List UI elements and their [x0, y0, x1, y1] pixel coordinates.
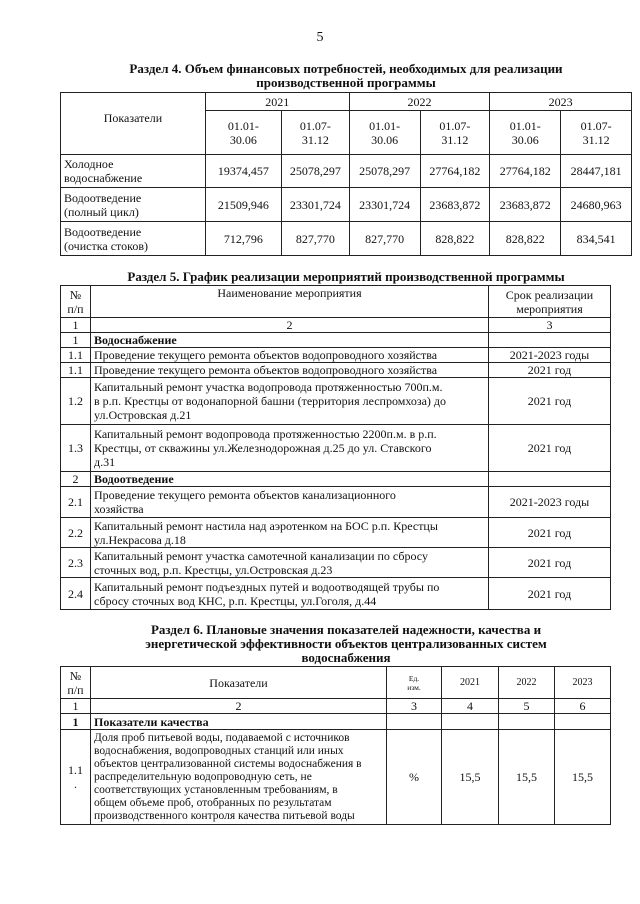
table-row [61, 155, 632, 188]
activity-name: Проведение текущего ремонта объектов канализационного хозяйства [91, 487, 489, 518]
table-row [61, 363, 611, 378]
index-cell: 2 [91, 318, 489, 333]
table-row [61, 222, 632, 256]
period-header: 01.01- 30.06 [205, 111, 281, 155]
row-num: 2 [61, 472, 91, 487]
year-2022-header: 2022 [349, 93, 490, 111]
indicators-name-header: Показатели [91, 667, 387, 699]
indicators-header: Показатели [61, 93, 206, 155]
term-cell: 2021 год [489, 578, 611, 610]
period-header: 01.01- 30.06 [490, 111, 561, 155]
year-2023-header: 2023 [490, 93, 632, 111]
table-row [61, 348, 611, 363]
finance-table [60, 92, 632, 256]
index-cell: 2 [91, 699, 387, 714]
unit-cell [387, 714, 442, 730]
activity-name: Капитальный ремонт участка водопровода протяженностью 700п.м. в р.п. Крестцы от водонапорной башни (территория леспромхоза) до ул.Островская д.21 [91, 378, 489, 425]
value-cell: 24680,963 [561, 188, 632, 222]
table-row [61, 548, 611, 578]
section4-title [60, 62, 632, 90]
index-cell: 1 [61, 699, 91, 714]
year-2022-header: 2022 [499, 667, 555, 699]
unit-header: Ед. изм. [387, 667, 442, 699]
index-row [61, 699, 611, 714]
term-cell: 2021-2023 годы [489, 348, 611, 363]
activity-name: Проведение текущего ремонта объектов водопроводного хозяйства [91, 348, 489, 363]
activity-name-header: Наименование мероприятия [91, 286, 489, 318]
year-2021-header: 2021 [205, 93, 349, 111]
value-cell [442, 714, 499, 730]
value-cell: 27764,182 [490, 155, 561, 188]
value-cell: 15,5 [499, 730, 555, 825]
section4-title-line1: Раздел 4. Объем финансовых потребностей, необходимых для реализации [129, 61, 563, 76]
indicator-description: Доля проб питьевой воды, подаваемой с источников водоснабжения, водопроводных станций или иных объектов централизованной системы водоснабжения в распределительную водопроводную сеть, не соответствующих установленным требованиям, в общем объеме проб, отобранных по результатам производственного контроля качества питьевой воды [91, 730, 387, 825]
value-cell: 828,822 [490, 222, 561, 256]
table-row [61, 487, 611, 518]
value-cell: 712,796 [205, 222, 281, 256]
row-num: 1 [61, 714, 91, 730]
finance-header-years [61, 93, 632, 111]
year-2023-header: 2023 [555, 667, 611, 699]
term-cell: 2021 год [489, 363, 611, 378]
value-cell: 834,541 [561, 222, 632, 256]
section5-title: Раздел 5. График реализации мероприятий производственной программы [127, 269, 565, 284]
row-num: 1.2 [61, 378, 91, 425]
index-cell: 6 [555, 699, 611, 714]
activity-name: Капитальный ремонт участка самотечной канализации по сбросу сточных вод, р.п. Крестцы, ул.Островская д.23 [91, 548, 489, 578]
index-row [61, 318, 611, 333]
value-cell: 827,770 [281, 222, 349, 256]
term-cell: 2021 год [489, 425, 611, 472]
row-num: 2.3 [61, 548, 91, 578]
value-cell: 23301,724 [281, 188, 349, 222]
activity-name: Капитальный ремонт настила над аэротенком на БОС р.п. Крестцы ул.Некрасова д.18 [91, 518, 489, 548]
num-header: № п/п [61, 667, 91, 699]
term-cell: 2021 год [489, 548, 611, 578]
indicators-table [60, 666, 611, 825]
index-cell: 1 [61, 318, 91, 333]
row-num: 1.1 [61, 363, 91, 378]
row-num: 1 [61, 333, 91, 348]
table-row [61, 518, 611, 548]
section4-title-line2: производственной программы [256, 75, 436, 90]
group-label: Водоснабжение [91, 333, 489, 348]
group-label: Водоотведение [91, 472, 489, 487]
term-cell: 2021-2023 годы [489, 487, 611, 518]
term-cell [489, 333, 611, 348]
num-header: № п/п [61, 286, 91, 318]
term-cell: 2021 год [489, 378, 611, 425]
table-row [61, 188, 632, 222]
value-cell: 15,5 [555, 730, 611, 825]
activity-name: Капитальный ремонт водопровода протяженностью 2200п.м. в р.п. Крестцы, от скважины ул.Железнодорожная д.25 до ул. Ставского д.31 [91, 425, 489, 472]
table-row [61, 578, 611, 610]
period-header: 01.07- 31.12 [281, 111, 349, 155]
row-num: 1.1 . [61, 730, 91, 825]
activity-name: Проведение текущего ремонта объектов водопроводного хозяйства [91, 363, 489, 378]
value-cell [499, 714, 555, 730]
value-cell: 27764,182 [420, 155, 490, 188]
row-label: Водоотведение (полный цикл) [61, 188, 206, 222]
group-row-water-supply [61, 333, 611, 348]
schedule-table [60, 285, 611, 610]
period-header: 01.07- 31.12 [561, 111, 632, 155]
group-row-wastewater [61, 472, 611, 487]
term-cell: 2021 год [489, 518, 611, 548]
row-num: 2.4 [61, 578, 91, 610]
term-header: Срок реализации мероприятия [489, 286, 611, 318]
value-cell: 19374,457 [205, 155, 281, 188]
year-2021-header: 2021 [442, 667, 499, 699]
value-cell: 15,5 [442, 730, 499, 825]
page-number: 5 [316, 30, 324, 45]
value-cell: 25078,297 [349, 155, 420, 188]
value-cell: 23683,872 [420, 188, 490, 222]
value-cell: 28447,181 [561, 155, 632, 188]
value-cell: 23301,724 [349, 188, 420, 222]
schedule-header [61, 286, 611, 318]
index-cell: 5 [499, 699, 555, 714]
term-cell [489, 472, 611, 487]
period-header: 01.07- 31.12 [420, 111, 490, 155]
row-num: 2.2 [61, 518, 91, 548]
value-cell: 827,770 [349, 222, 420, 256]
unit-cell: % [387, 730, 442, 825]
row-label: Водоотведение (очистка стоков) [61, 222, 206, 256]
value-cell [555, 714, 611, 730]
indicators-header [61, 667, 611, 699]
value-cell: 21509,946 [205, 188, 281, 222]
table-row [61, 378, 611, 425]
value-cell: 25078,297 [281, 155, 349, 188]
index-cell: 4 [442, 699, 499, 714]
index-cell: 3 [387, 699, 442, 714]
value-cell: 23683,872 [490, 188, 561, 222]
table-row [61, 425, 611, 472]
row-label: Холодное водоснабжение [61, 155, 206, 188]
row-num: 1.3 [61, 425, 91, 472]
section6-title: Раздел 6. Плановые значения показателей надежности, качества и энергетической эффективности объектов централизованных систем водоснабжения [145, 622, 547, 665]
row-num: 1.1 [61, 348, 91, 363]
index-cell: 3 [489, 318, 611, 333]
table-row [61, 730, 611, 825]
group-row-quality [61, 714, 611, 730]
group-label: Показатели качества [91, 714, 387, 730]
activity-name: Капитальный ремонт подъездных путей и водоотводящей трубы по сбросу сточных вод КНС, р.п. Крестцы, ул.Гоголя, д.44 [91, 578, 489, 610]
period-header: 01.01- 30.06 [349, 111, 420, 155]
value-cell: 828,822 [420, 222, 490, 256]
row-num: 2.1 [61, 487, 91, 518]
